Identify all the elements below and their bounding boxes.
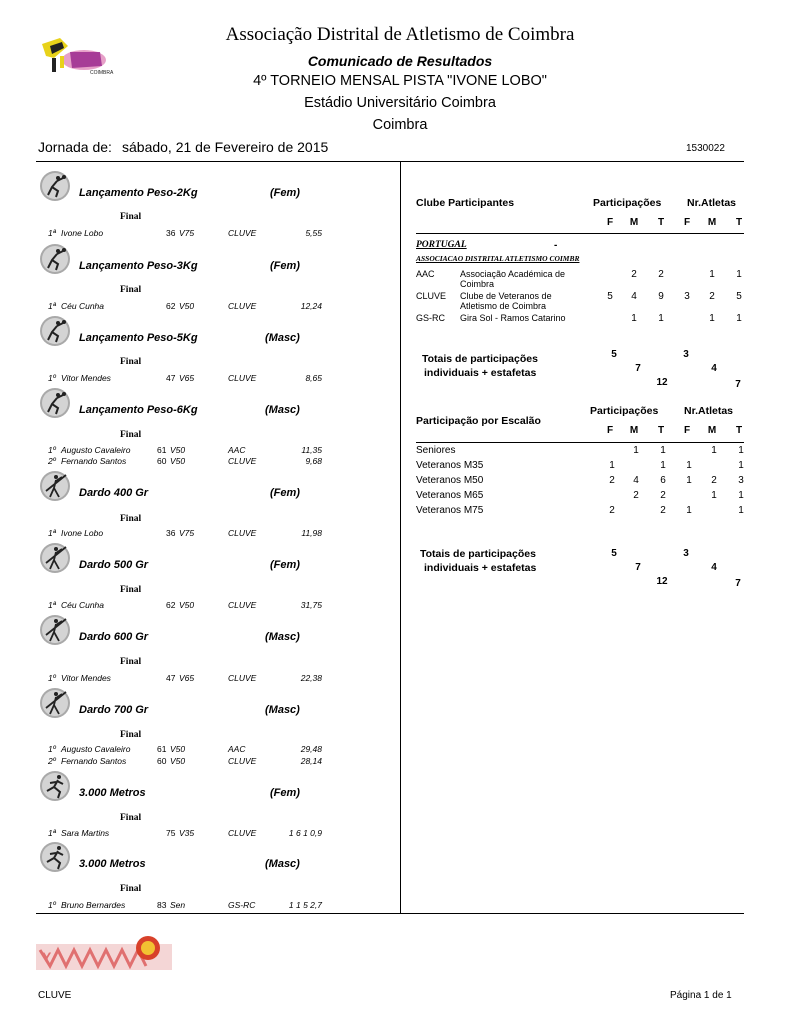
athlete-name: Vitor Mendes	[61, 673, 111, 683]
sponsor-logo	[36, 926, 172, 976]
club-name: Gira Sol - Ramos Catarino	[460, 313, 566, 323]
event-sex: (Fem)	[270, 487, 300, 499]
column-header: F	[683, 217, 691, 228]
result-mark: 31,75	[300, 600, 322, 610]
athlete-club: CLUVE	[228, 528, 257, 538]
total-value: 4	[711, 363, 717, 374]
round-label: Final	[120, 730, 142, 740]
event-sex: (Fem)	[270, 787, 300, 799]
athlete-age: 83	[157, 900, 167, 910]
document-number: 1530022	[686, 143, 725, 154]
javelin-icon	[38, 471, 72, 501]
round-label: Final	[120, 212, 142, 222]
club-value: 5	[607, 291, 613, 302]
event-sex: (Fem)	[270, 187, 300, 199]
escalao-value: 1	[686, 475, 692, 486]
athlete-age: 75	[166, 828, 176, 838]
result-mark: 11,98	[301, 528, 322, 538]
venue-name: Estádio Universitário Coimbra	[304, 95, 496, 111]
result-position: 2º	[48, 456, 56, 466]
athlete-name: Bruno Bernardes	[61, 900, 126, 910]
result-row	[48, 301, 322, 312]
round-label: Final	[120, 357, 142, 367]
escalao-value: 1	[660, 460, 666, 471]
event-name: Lançamento Peso-5Kg	[79, 332, 198, 344]
result-row	[48, 673, 322, 684]
runner-icon	[38, 842, 72, 872]
javelin-icon	[38, 688, 72, 718]
club-value: 1	[736, 313, 742, 324]
round-label: Final	[120, 430, 142, 440]
athlete-age: 47	[166, 673, 176, 683]
athlete-name: Augusto Cavaleiro	[61, 744, 131, 754]
result-row	[48, 756, 322, 767]
escalao-participacoes-header: Participações	[590, 405, 659, 417]
result-row	[48, 228, 322, 239]
escalao-value: 1	[609, 460, 615, 471]
total-value: 7	[635, 562, 641, 573]
escalao-value: 1	[711, 490, 717, 501]
athlete-club: AAC	[228, 744, 246, 754]
escalao-value: 2	[660, 505, 666, 516]
event-sex: (Masc)	[265, 704, 300, 716]
event-name: Dardo 400 Gr	[79, 487, 149, 499]
event-name: Dardo 600 Gr	[79, 631, 149, 643]
escalao-value: 1	[738, 490, 744, 501]
footer-club: CLUVE	[38, 990, 72, 1001]
escalao-header-divider	[416, 442, 744, 443]
escalao-value: 2	[609, 475, 615, 486]
total-value: 12	[656, 576, 668, 587]
athlete-club: CLUVE	[228, 456, 257, 466]
result-position: 1ª	[48, 828, 56, 838]
event-name: Dardo 700 Gr	[79, 704, 149, 716]
escalao-value: 4	[633, 475, 639, 486]
total-value: 7	[735, 578, 741, 589]
column-header: F	[606, 217, 614, 228]
escalao-value: 3	[738, 475, 744, 486]
athlete-name: Sara Martins	[61, 828, 110, 838]
event-name: Lançamento Peso-2Kg	[79, 187, 198, 199]
javelin-icon	[38, 615, 72, 645]
athlete-escalao: V75	[179, 228, 195, 238]
athlete-name: Fernando Santos	[61, 456, 127, 466]
athlete-escalao: V35	[179, 828, 195, 838]
column-header: F	[606, 425, 614, 436]
athlete-club: AAC	[228, 445, 246, 455]
round-label: Final	[120, 285, 142, 295]
athlete-age: 60	[157, 456, 167, 466]
result-position: 1º	[48, 673, 56, 683]
clubs-participacoes-header: Participações	[593, 197, 662, 209]
result-mark: 29,48	[300, 744, 322, 754]
shot-put-icon	[38, 171, 72, 201]
result-row	[48, 600, 322, 611]
athlete-club: GS-RC	[228, 900, 256, 910]
page-title: Associação Distrital de Atletismo de Coimbra	[225, 24, 575, 45]
athlete-escalao: V50	[179, 600, 195, 610]
escalao-value: 2	[660, 490, 666, 501]
athlete-escalao: V50	[170, 744, 186, 754]
event-sex: (Masc)	[265, 631, 300, 643]
athlete-name: Céu Cunha	[61, 301, 105, 311]
athlete-club: CLUVE	[228, 228, 257, 238]
event-name: Lançamento Peso-3Kg	[79, 260, 198, 272]
athlete-age: 47	[166, 373, 176, 383]
result-position: 1ª	[48, 600, 56, 610]
escalao-name: Veteranos M50	[416, 475, 484, 486]
escalao-value: 1	[738, 460, 744, 471]
athlete-club: CLUVE	[228, 373, 257, 383]
body-bottom-divider	[36, 913, 744, 914]
shot-put-icon	[38, 388, 72, 418]
athlete-age: 61	[157, 744, 167, 754]
clubs-totals-label-2: individuais + estafetas	[424, 367, 537, 379]
escalao-totals-label-1: Totais de participações	[420, 548, 536, 560]
escalao-value: 1	[711, 445, 717, 456]
escalao-value: 1	[738, 445, 744, 456]
club-value: 9	[658, 291, 664, 302]
escalao-atletas-header: Nr.Atletas	[684, 405, 734, 417]
result-row	[48, 528, 322, 539]
escalao-table-title: Participação por Escalão	[416, 415, 541, 427]
result-row	[48, 445, 322, 456]
athlete-club: CLUVE	[228, 301, 257, 311]
result-position: 1º	[48, 900, 56, 910]
club-name: Clube de Veteranos de Atletismo de Coimbra	[460, 291, 552, 311]
result-mark: 12,24	[300, 301, 322, 311]
athlete-name: Ivone Lobo	[61, 228, 104, 238]
total-value: 5	[611, 548, 617, 559]
escalao-value: 6	[660, 475, 666, 486]
escalao-name: Veteranos M75	[416, 505, 484, 516]
event-sex: (Fem)	[270, 559, 300, 571]
athlete-club: CLUVE	[228, 828, 257, 838]
column-header: M	[629, 425, 639, 436]
escalao-value: 1	[633, 445, 639, 456]
result-row	[48, 828, 322, 839]
round-label: Final	[120, 657, 142, 667]
result-row	[48, 744, 322, 755]
athlete-club: CLUVE	[228, 756, 257, 766]
athlete-age: 60	[157, 756, 167, 766]
clubs-header-divider	[416, 233, 744, 234]
club-value: 4	[631, 291, 637, 302]
result-position: 1º	[48, 744, 56, 754]
club-name: Associação Académica de Coimbra	[460, 269, 566, 289]
event-sex: (Masc)	[265, 404, 300, 416]
escalao-value: 1	[686, 505, 692, 516]
escalao-name: Veteranos M35	[416, 460, 484, 471]
athlete-club: CLUVE	[228, 673, 257, 683]
club-code: CLUVE	[416, 291, 447, 301]
total-value: 7	[635, 363, 641, 374]
event-name: 3.000 Metros	[79, 858, 146, 870]
column-header: T	[735, 425, 743, 436]
total-value: 12	[656, 377, 668, 388]
result-mark: 9,68	[305, 456, 322, 466]
athlete-club: CLUVE	[228, 600, 257, 610]
communique-label: Comunicado de Resultados	[307, 53, 493, 69]
total-value: 7	[735, 379, 741, 390]
escalao-name: Veteranos M65	[416, 490, 484, 501]
event-name: Lançamento Peso-6Kg	[79, 404, 198, 416]
result-mark: 28,14	[300, 756, 322, 766]
result-position: 1º	[48, 445, 56, 455]
athlete-age: 36	[166, 228, 176, 238]
athlete-escalao: V65	[179, 673, 195, 683]
athlete-age: 62	[166, 301, 176, 311]
athlete-escalao: V65	[179, 373, 195, 383]
country-mark: -	[554, 240, 558, 251]
club-value: 2	[709, 291, 715, 302]
club-value: 5	[736, 291, 742, 302]
athlete-escalao: V75	[179, 528, 195, 538]
event-sex: (Masc)	[265, 332, 300, 344]
column-header: T	[657, 217, 665, 228]
column-header: M	[707, 425, 717, 436]
result-position: 1ª	[48, 228, 56, 238]
event-sex: (Fem)	[270, 260, 300, 272]
athlete-age: 62	[166, 600, 176, 610]
escalao-totals-label-2: individuais + estafetas	[424, 562, 537, 574]
result-mark: 5,55	[305, 228, 322, 238]
athlete-age: 61	[157, 445, 167, 455]
athlete-escalao: Sen	[170, 900, 186, 910]
athlete-escalao: V50	[170, 445, 186, 455]
escalao-value: 2	[609, 505, 615, 516]
clubs-table-title: Clube Participantes	[416, 197, 515, 209]
result-position: 1º	[48, 373, 56, 383]
athlete-escalao: V50	[179, 301, 195, 311]
athlete-name: Ivone Lobo	[61, 528, 104, 538]
result-mark: 8,65	[305, 373, 322, 383]
athlete-name: Céu Cunha	[61, 600, 105, 610]
total-value: 4	[711, 562, 717, 573]
escalao-value: 1	[738, 505, 744, 516]
shot-put-icon	[38, 316, 72, 346]
column-header: T	[657, 425, 665, 436]
athlete-escalao: V50	[170, 456, 186, 466]
event-name: 3.000 Metros	[79, 787, 146, 799]
tournament-name: 4º TORNEIO MENSAL PISTA "IVONE LOBO"	[253, 73, 547, 89]
total-value: 3	[683, 548, 689, 559]
column-header: F	[683, 425, 691, 436]
escalao-name: Seniores	[416, 445, 456, 456]
result-mark: 11,35	[301, 445, 322, 455]
result-row	[48, 900, 322, 911]
result-position: 2º	[48, 756, 56, 766]
athlete-name: Augusto Cavaleiro	[61, 445, 131, 455]
clubs-atletas-header: Nr.Atletas	[687, 197, 737, 209]
club-value: 1	[709, 313, 715, 324]
escalao-value: 2	[633, 490, 639, 501]
city-name: Coimbra	[372, 117, 428, 133]
round-label: Final	[120, 585, 142, 595]
result-position: 1ª	[48, 301, 56, 311]
athlete-name: Fernando Santos	[61, 756, 127, 766]
result-row	[48, 456, 322, 467]
column-header: M	[707, 217, 717, 228]
logo-text: COIMBRA	[90, 70, 114, 76]
shot-put-icon	[38, 244, 72, 274]
result-mark: 22,38	[300, 673, 322, 683]
country-label: PORTUGAL	[416, 240, 467, 250]
event-name: Dardo 500 Gr	[79, 559, 149, 571]
jornada-label: Jornada de:	[38, 139, 112, 155]
round-label: Final	[120, 514, 142, 524]
round-label: Final	[120, 884, 142, 894]
club-code: AAC	[416, 269, 435, 279]
result-mark: 1 6 1 0,9	[288, 828, 322, 838]
column-divider	[400, 161, 401, 914]
total-value: 5	[611, 349, 617, 360]
result-position: 1ª	[48, 528, 56, 538]
athlete-escalao: V50	[170, 756, 186, 766]
athlete-age: 36	[166, 528, 176, 538]
club-value: 1	[658, 313, 664, 324]
column-header: T	[735, 217, 743, 228]
clubs-totals-label-1: Totais de participações	[422, 353, 538, 365]
escalao-value: 1	[686, 460, 692, 471]
club-value: 2	[658, 269, 664, 280]
association-label: ASSOCIACAO DISTRITAL ATLETISMO COIMBR	[416, 254, 580, 263]
event-sex: (Masc)	[265, 858, 300, 870]
total-value: 3	[683, 349, 689, 360]
jornada-date: sábado, 21 de Fevereiro de 2015	[122, 139, 329, 155]
footer-page-number: Página 1 de 1	[670, 990, 732, 1001]
club-value: 1	[736, 269, 742, 280]
result-mark: 1 1 5 2,7	[288, 900, 322, 910]
escalao-value: 2	[711, 475, 717, 486]
club-value: 1	[631, 313, 637, 324]
club-code: GS-RC	[416, 313, 445, 323]
runner-icon	[38, 771, 72, 801]
round-label: Final	[120, 813, 142, 823]
column-header: M	[629, 217, 639, 228]
escalao-value: 1	[660, 445, 666, 456]
club-value: 3	[684, 291, 690, 302]
javelin-icon	[38, 543, 72, 573]
result-row	[48, 373, 322, 384]
header-divider	[36, 161, 744, 162]
athlete-name: Vitor Mendes	[61, 373, 111, 383]
sponsor-text: Y	[42, 949, 52, 965]
club-value: 2	[631, 269, 637, 280]
club-value: 1	[709, 269, 715, 280]
